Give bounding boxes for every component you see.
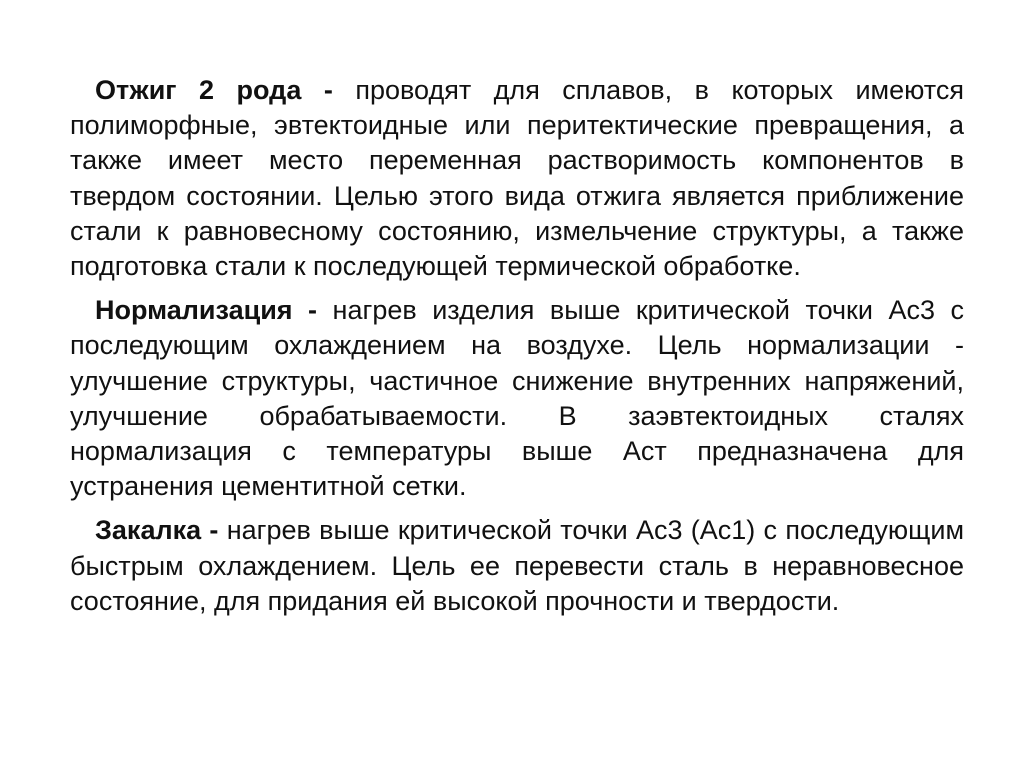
definition-annealing: проводят для сплавов, в которых имеются полиморфные, эвтектоидные или перитектические превращения, а также имеет место переменная растворимость компонентов в твердом состоянии. Целью этого вида отжига является приближение стали к равновесному состоянию, измельчение структуры, а также подготовка стали к последующей термической обработке. <box>70 75 964 282</box>
term-annealing: Отжиг 2 рода - <box>95 75 333 105</box>
definition-normalization: нагрев изделия выше критической точки Ac3 с последующим охлаждением на воздухе. Цель нормализации - улучшение структуры, частичное снижение внутренних напряжений, улучшение обрабатываемости. В заэвтектоидных сталях нормализация с температуры выше Acт предназначена для устранения цементитной сетки. <box>70 295 964 502</box>
paragraph-annealing <box>70 73 964 284</box>
term-hardening: Закалка - <box>95 515 219 546</box>
slide-body <box>70 73 964 628</box>
paragraph-hardening <box>70 513 964 619</box>
term-normalization: Нормализация - <box>95 295 318 326</box>
definition-hardening: нагрев выше критической точки Ac3 (Ac1) с последующим быстрым охлаждением. Цель ее перевести сталь в неравновесное состояние, для придания ей высокой прочности и твердости. <box>70 515 965 616</box>
paragraph-normalization <box>70 293 964 504</box>
